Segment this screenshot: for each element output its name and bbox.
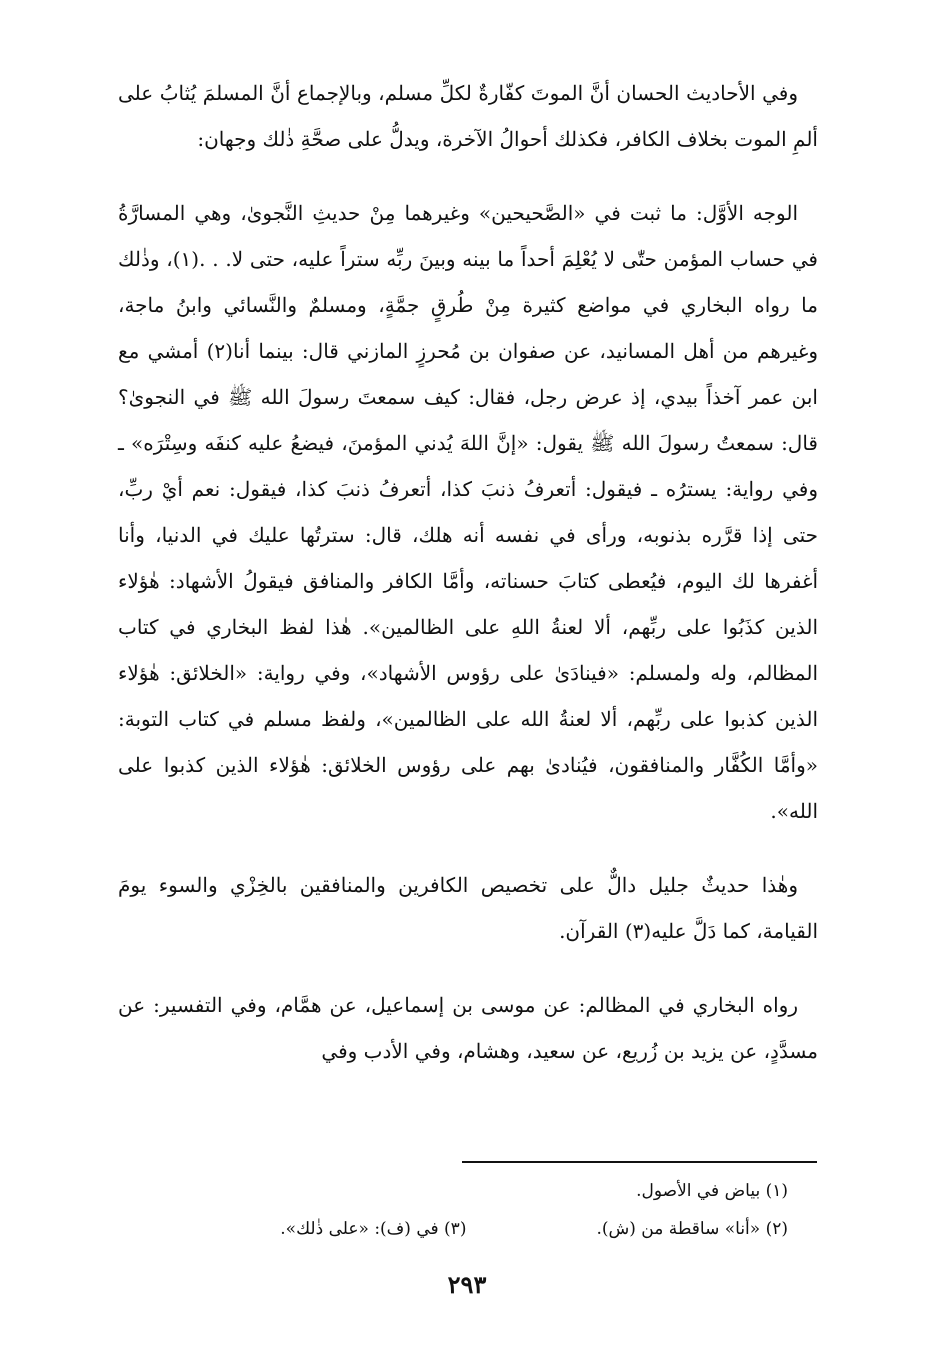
footnote-3: (٣) في (ف): «على ذٰلك». — [280, 1219, 467, 1239]
footnote-2: (٢) «أنا» ساقطة من (ش). — [596, 1219, 788, 1239]
page-number: ٢٩٣ — [447, 1270, 487, 1299]
paragraph: وهٰذا حديثٌ جليل دالٌّ على تخصيص الكافرين والمنافقين بالخِزْي والسوء يومَ القيامة، كما دَلَّ عليه(٣) القرآن. — [118, 873, 818, 943]
footnote-1: (١) بياض في الأصول. — [636, 1181, 788, 1201]
paragraph: وفي الأحاديث الحسان أنَّ الموتَ كفّارةٌ لكلِّ مسلم، وبالإجماع أنَّ المسلمَ يُثابُ على ألمِ الموت بخلاف الكافر، فكذلك أحوالُ الآخرة، ويدلُّ على صحَّةِ ذٰلك وجهان: — [118, 81, 818, 151]
paragraph: رواه البخاري في المظالم: عن موسى بن إسماعيل، عن همَّام، وفي التفسير: عن مسدَّدٍ، عن يزيد بن زُريع، عن سعيد، وهشام، وفي الأدب وفي — [118, 993, 818, 1063]
footnote-separator — [462, 1161, 817, 1163]
body-text — [118, 70, 818, 1102]
footnotes — [118, 1172, 788, 1248]
footnote-row — [118, 1210, 788, 1248]
paragraph: الوجه الأوَّل: ما ثبت في «الصَّحيحين» وغيرهما مِنْ حديثِ النَّجوىٰ، وهي المسارَّةُ في حساب المؤمن حتّٰى لا يُعْلِمَ أحداً ما بينه وبينَ ربِّه ستراً عليه، حتى لا. . .(١)، وذٰلك ما رواه البخاري في مواضع كثيرة مِنْ طُرقٍ جمَّةٍ، ومسلمٌ والنَّسائي وابنُ ماجة، وغيرهم من أهل المسانيد، عن صفوان بن مُحرزٍ المازني قال: بينما أنا(٢) أمشي مع ابن عمر آخذاً بيدي، إذ عرض رجل، فقال: كيف سمعتَ رسولَ الله ﷺ في النجوىٰ؟ قال: سمعتُ رسولَ الله ﷺ يقول: «إنَّ اللهَ يُدني المؤمنَ، فيضعُ عليه كنفَه وسِتْرَه» ـ وفي رواية: يسترُه ـ فيقول: أتعرفُ ذنبَ كذا، أتعرفُ ذنبَ كذا، فيقول: نعم أيْ ربِّ، حتى إذا قرَّره بذنوبه، ورأى في نفسه أنه هلك، قال: سترتُها عليك في الدنيا، وأنا أغفرها لك اليوم، فيُعطى كتابَ حسناته، وأمَّا الكافر والمنافق فيقولُ الأشهاد: هٰؤلاء الذين كذَبُوا على ربِّهم، ألا لعنةُ اللهِ على الظالمين». هٰذا لفظ البخاري في كتاب المظالم، وله ولمسلم: «فينادَىٰ على رؤوس الأشهاد»، وفي رواية: «الخلائق: هٰؤلاء الذين كذبوا على ربِّهم، ألا لعنةُ الله على الظالمين»، ولفظ مسلم في كتاب التوبة: «وأمَّا الكُفَّار والمنافقون، فيُنادىٰ بهم على رؤوس الخلائق: هٰؤلاء الذين كذبوا على الله». — [118, 201, 819, 823]
footnote-row — [118, 1172, 788, 1210]
